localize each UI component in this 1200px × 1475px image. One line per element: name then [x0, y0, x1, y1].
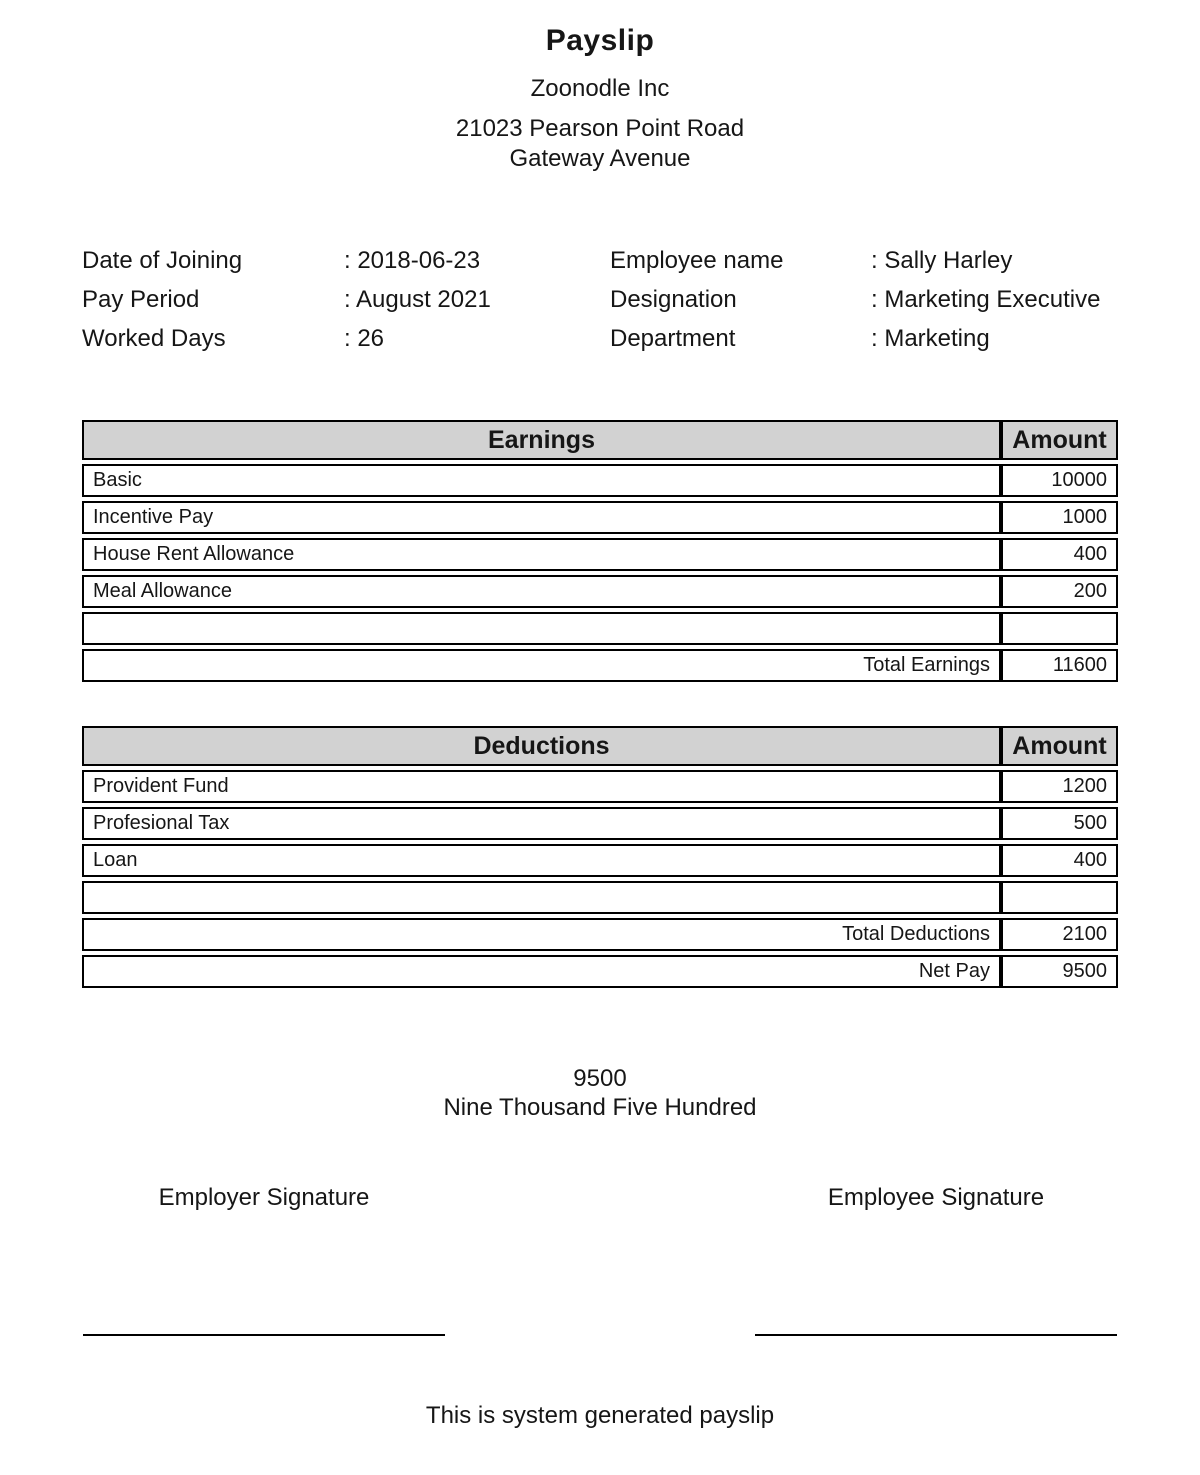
- table-row: [82, 575, 1118, 608]
- earnings-title: Earnings: [82, 420, 1001, 460]
- signature-labels-row: [0, 1184, 1200, 1212]
- row-label-cell: Profesional Tax: [82, 807, 1001, 840]
- row-amount-cell: 400: [1001, 538, 1118, 571]
- total-deductions-row: [82, 918, 1118, 951]
- row-label-cell: Meal Allowance: [82, 575, 1001, 608]
- row-label-cell: Basic: [82, 464, 1001, 497]
- pay-period-value: : August 2021: [344, 286, 491, 313]
- table-row-empty: [82, 881, 1118, 914]
- employee-name-value: : Sally Harley: [871, 247, 1013, 274]
- total-deductions-amount: 2100: [1001, 918, 1118, 951]
- employee-info-section: [82, 248, 1160, 352]
- net-pay-label: Net Pay: [82, 955, 1001, 988]
- row-amount-cell: 400: [1001, 844, 1118, 877]
- earnings-table: [82, 416, 1118, 686]
- table-row: [82, 844, 1118, 877]
- department-label: Department: [610, 325, 736, 352]
- company-address: [0, 114, 1200, 174]
- address-line-1: 21023 Pearson Point Road: [455, 115, 745, 142]
- table-row: [82, 464, 1118, 497]
- deductions-table: [82, 722, 1118, 992]
- company-name: Zoonodle Inc: [530, 75, 670, 102]
- table-row: [82, 770, 1118, 803]
- row-label-cell: [82, 612, 1001, 645]
- date-of-joining-value: : 2018-06-23: [344, 247, 481, 274]
- row-amount-cell: 1200: [1001, 770, 1118, 803]
- employee-name-label: Employee name: [610, 247, 784, 274]
- employee-signature-label: Employee Signature: [827, 1184, 1045, 1211]
- net-pay-row: [82, 955, 1118, 988]
- row-amount-cell: 500: [1001, 807, 1118, 840]
- table-row-empty: [82, 612, 1118, 645]
- designation-label: Designation: [610, 286, 737, 313]
- employer-signature-line: [83, 1334, 445, 1336]
- net-pay-number: 9500: [573, 1065, 627, 1092]
- total-deductions-label: Total Deductions: [82, 918, 1001, 951]
- row-label-cell: House Rent Allowance: [82, 538, 1001, 571]
- total-earnings-amount: 11600: [1001, 649, 1118, 682]
- deductions-amount-header: Amount: [1001, 726, 1118, 766]
- row-amount-cell: 200: [1001, 575, 1118, 608]
- row-label-cell: Provident Fund: [82, 770, 1001, 803]
- total-earnings-row: [82, 649, 1118, 682]
- net-pay-amount: 9500: [1001, 955, 1118, 988]
- row-amount-cell: [1001, 612, 1118, 645]
- table-row: [82, 807, 1118, 840]
- row-amount-cell: 1000: [1001, 501, 1118, 534]
- row-label-cell: Loan: [82, 844, 1001, 877]
- table-row: [82, 538, 1118, 571]
- system-generated-note: This is system generated payslip: [425, 1402, 775, 1429]
- earnings-amount-header: Amount: [1001, 420, 1118, 460]
- designation-value: : Marketing Executive: [871, 286, 1101, 313]
- page-title: Payslip: [545, 24, 655, 57]
- row-label-cell: Incentive Pay: [82, 501, 1001, 534]
- deductions-header-row: [82, 726, 1118, 766]
- worked-days-value: : 26: [344, 325, 385, 352]
- table-row: [82, 501, 1118, 534]
- total-earnings-label: Total Earnings: [82, 649, 1001, 682]
- employer-signature-label: Employer Signature: [158, 1184, 370, 1211]
- pay-period-label: Pay Period: [82, 286, 200, 313]
- net-pay-in-words: Nine Thousand Five Hundred: [443, 1094, 757, 1121]
- payslip-page: [0, 24, 1200, 1430]
- worked-days-label: Worked Days: [82, 325, 226, 352]
- address-line-2: Gateway Avenue: [509, 145, 691, 172]
- row-amount-cell: [1001, 881, 1118, 914]
- signature-lines-row: [0, 1334, 1200, 1336]
- date-of-joining-label: Date of Joining: [82, 247, 243, 274]
- deductions-title: Deductions: [82, 726, 1001, 766]
- department-value: : Marketing: [871, 325, 990, 352]
- earnings-header-row: [82, 420, 1118, 460]
- net-pay-summary: [0, 1064, 1200, 1122]
- employee-signature-line: [755, 1334, 1117, 1336]
- row-label-cell: [82, 881, 1001, 914]
- row-amount-cell: 10000: [1001, 464, 1118, 497]
